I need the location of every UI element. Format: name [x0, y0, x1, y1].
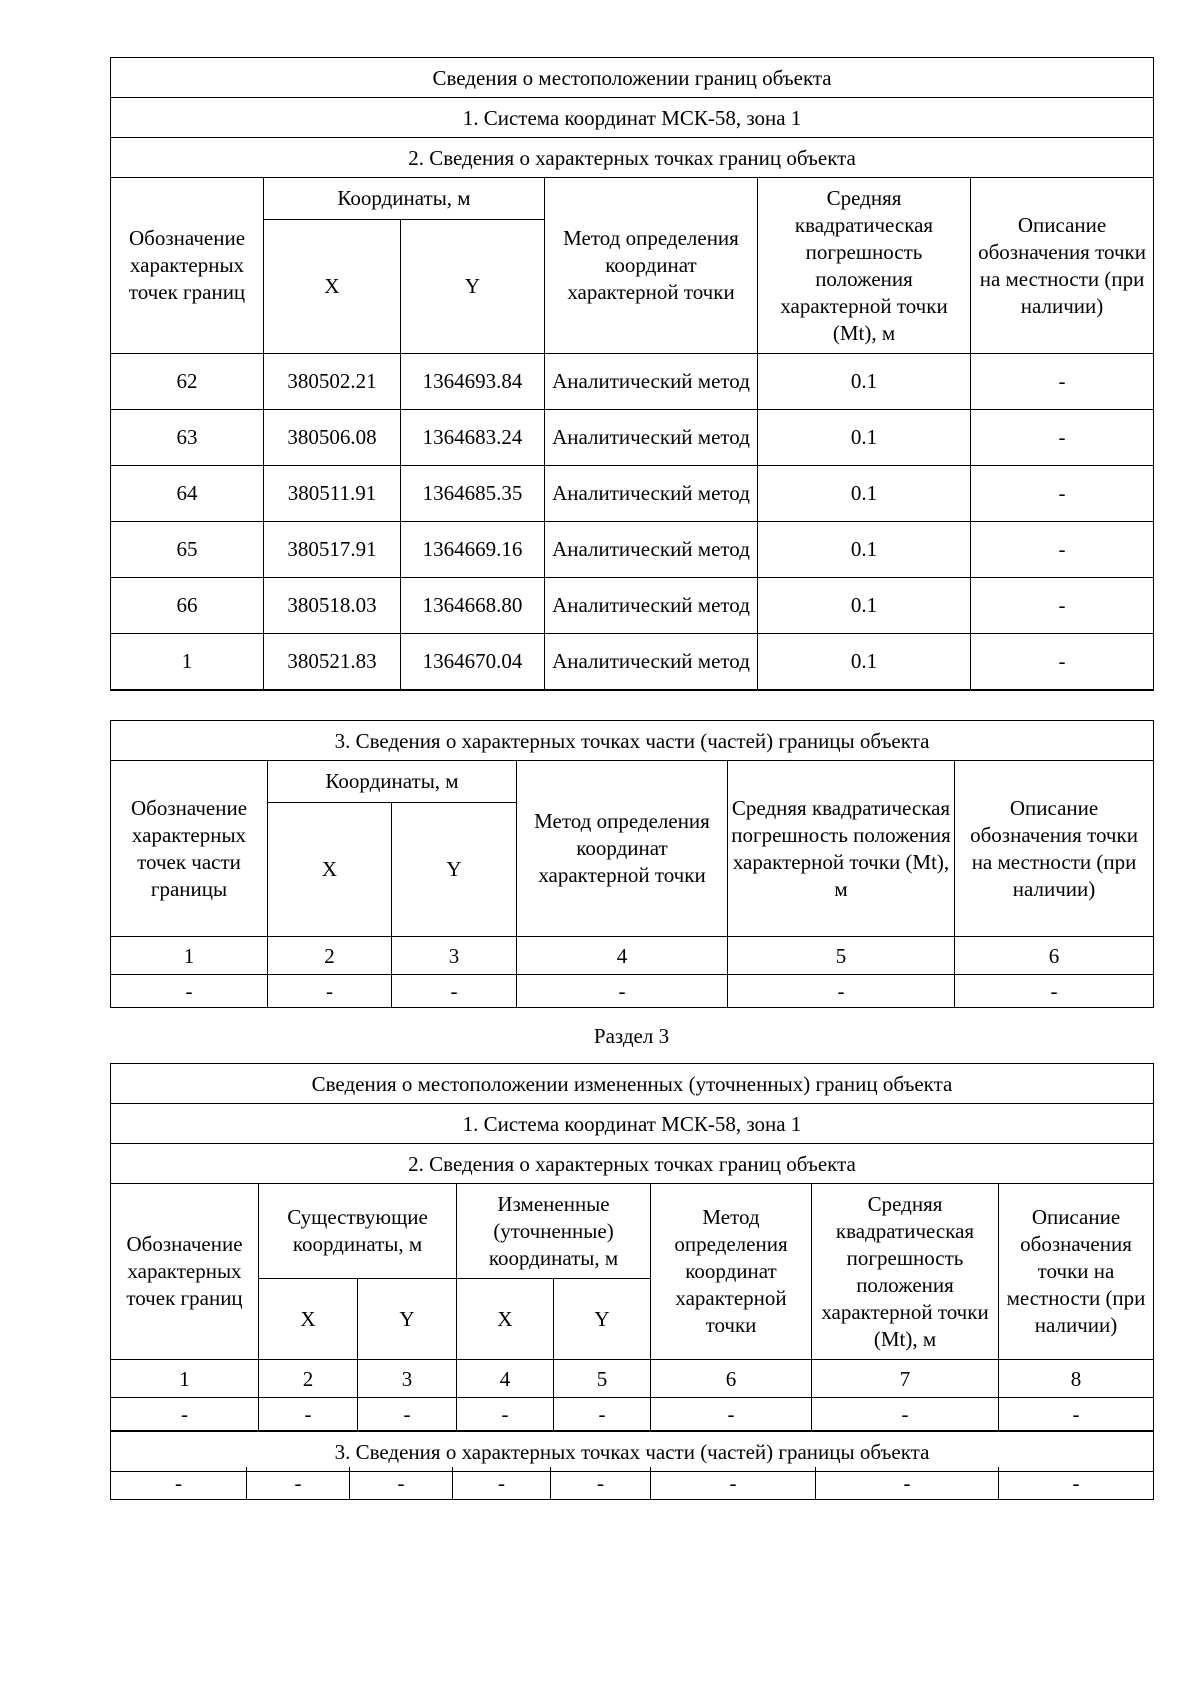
cell-description: -: [971, 578, 1154, 634]
cell-empty: -: [392, 975, 517, 1008]
column-number: 7: [812, 1360, 999, 1398]
header-point: Обозначение характерных точек части границы: [111, 761, 268, 937]
cell-empty: -: [651, 1398, 812, 1432]
table-subtitle: 2. Сведения о характерных точках границ объекта: [111, 138, 1154, 178]
header-method: Метод определения координат характерной точки: [517, 761, 728, 937]
cell-empty: -: [812, 1398, 999, 1432]
cell-empty: -: [816, 1467, 999, 1500]
column-numbers-row: [111, 1360, 1154, 1398]
cell-empty: -: [259, 1398, 358, 1432]
cell-method: Аналитический метод: [545, 578, 758, 634]
cell-empty: -: [554, 1398, 651, 1432]
cell-point: 63: [111, 410, 264, 466]
table-row: [111, 1398, 1154, 1432]
header-x: X: [268, 803, 392, 937]
changed-boundary-parts-row: [110, 1467, 1154, 1500]
cell-x: 380518.03: [264, 578, 401, 634]
table-row: [111, 354, 1154, 410]
cell-y: 1364670.04: [401, 634, 545, 691]
header-method: Метод определения координат характерной точки: [545, 178, 758, 354]
table-row: [111, 522, 1154, 578]
cell-method: Аналитический метод: [545, 466, 758, 522]
cell-empty: -: [999, 1467, 1154, 1500]
column-number: 2: [259, 1360, 358, 1398]
table-row: [111, 975, 1154, 1008]
changed-boundary-table: [110, 1063, 1154, 1472]
boundary-parts-table: [110, 720, 1154, 1008]
cell-error: 0.1: [758, 634, 971, 691]
cell-method: Аналитический метод: [545, 410, 758, 466]
section-title: Раздел 3: [593, 1024, 670, 1048]
cell-empty: -: [268, 975, 392, 1008]
table-row: [111, 1467, 1154, 1500]
column-number: 8: [999, 1360, 1154, 1398]
header-error: Средняя квадратическая погрешность положения характерной точки (Mt), м: [758, 178, 971, 354]
cell-description: -: [971, 634, 1154, 691]
column-number: 5: [554, 1360, 651, 1398]
cell-method: Аналитический метод: [545, 522, 758, 578]
table-title: Сведения о местоположении границ объекта: [111, 58, 1154, 98]
cell-x: 380517.91: [264, 522, 401, 578]
table-row: [111, 466, 1154, 522]
cell-empty: -: [350, 1467, 453, 1500]
cell-description: -: [971, 522, 1154, 578]
column-number: 1: [111, 937, 268, 975]
header-description: Описание обозначения точки на местности (при наличии): [999, 1184, 1154, 1360]
cell-empty: -: [517, 975, 728, 1008]
coordinate-system: 1. Система координат МСК-58, зона 1: [111, 1104, 1154, 1144]
header-y: Y: [401, 220, 545, 354]
column-number: 6: [955, 937, 1154, 975]
cell-description: -: [971, 466, 1154, 522]
cell-y: 1364683.24: [401, 410, 545, 466]
header-method: Метод определения координат характерной точки: [651, 1184, 812, 1360]
cell-empty: -: [111, 1467, 247, 1500]
header-x: X: [457, 1279, 554, 1360]
header-point: Обозначение характерных точек границ: [111, 178, 264, 354]
header-description: Описание обозначения точки на местности (при наличии): [955, 761, 1154, 937]
cell-empty: -: [111, 975, 268, 1008]
header-x: X: [264, 220, 401, 354]
table-row: [111, 578, 1154, 634]
column-numbers-row: [111, 937, 1154, 975]
table-row: [111, 410, 1154, 466]
header-changed-coords: Измененные (уточненные) координаты, м: [457, 1184, 651, 1279]
cell-method: Аналитический метод: [545, 634, 758, 691]
cell-description: -: [971, 410, 1154, 466]
header-y: Y: [554, 1279, 651, 1360]
column-number: 3: [392, 937, 517, 975]
column-number: 3: [358, 1360, 457, 1398]
cell-error: 0.1: [758, 410, 971, 466]
cell-point: 65: [111, 522, 264, 578]
cell-y: 1364693.84: [401, 354, 545, 410]
table-subtitle: 2. Сведения о характерных точках границ объекта: [111, 1144, 1154, 1184]
cell-y: 1364685.35: [401, 466, 545, 522]
cell-x: 380502.21: [264, 354, 401, 410]
cell-x: 380511.91: [264, 466, 401, 522]
header-error: Средняя квадратическая погрешность положения характерной точки (Mt), м: [728, 761, 955, 937]
cell-y: 1364669.16: [401, 522, 545, 578]
cell-empty: -: [453, 1467, 551, 1500]
cell-error: 0.1: [758, 354, 971, 410]
cell-x: 380521.83: [264, 634, 401, 691]
cell-point: 66: [111, 578, 264, 634]
cell-empty: -: [651, 1467, 816, 1500]
cell-point: 64: [111, 466, 264, 522]
cell-point: 1: [111, 634, 264, 691]
header-coords: Координаты, м: [264, 178, 545, 220]
cell-error: 0.1: [758, 578, 971, 634]
cell-empty: -: [358, 1398, 457, 1432]
header-x: X: [259, 1279, 358, 1360]
header-point: Обозначение характерных точек границ: [111, 1184, 259, 1360]
header-description: Описание обозначения точки на местности (при наличии): [971, 178, 1154, 354]
cell-empty: -: [247, 1467, 350, 1500]
table-row: [111, 634, 1154, 691]
column-number: 4: [517, 937, 728, 975]
header-error: Средняя квадратическая погрешность положения характерной точки (Mt), м: [812, 1184, 999, 1360]
boundary-table: [110, 57, 1154, 691]
cell-empty: -: [111, 1398, 259, 1432]
table-title: 3. Сведения о характерных точках части (частей) границы объекта: [111, 721, 1154, 761]
cell-error: 0.1: [758, 466, 971, 522]
cell-empty: -: [551, 1467, 651, 1500]
cell-empty: -: [955, 975, 1154, 1008]
cell-empty: -: [457, 1398, 554, 1432]
cell-x: 380506.08: [264, 410, 401, 466]
header-coords: Координаты, м: [268, 761, 517, 803]
coordinate-system: 1. Система координат МСК-58, зона 1: [111, 98, 1154, 138]
header-existing-coords: Существующие координаты, м: [259, 1184, 457, 1279]
cell-description: -: [971, 354, 1154, 410]
header-y: Y: [392, 803, 517, 937]
cell-method: Аналитический метод: [545, 354, 758, 410]
cell-empty: -: [999, 1398, 1154, 1432]
cell-y: 1364668.80: [401, 578, 545, 634]
column-number: 6: [651, 1360, 812, 1398]
cell-empty: -: [728, 975, 955, 1008]
cell-error: 0.1: [758, 522, 971, 578]
table-title: Сведения о местоположении измененных (уточненных) границ объекта: [111, 1064, 1154, 1104]
header-y: Y: [358, 1279, 457, 1360]
cell-point: 62: [111, 354, 264, 410]
parts-title: 3. Сведения о характерных точках части (частей) границы объекта: [111, 1431, 1154, 1472]
column-number: 1: [111, 1360, 259, 1398]
column-number: 2: [268, 937, 392, 975]
column-number: 5: [728, 937, 955, 975]
column-number: 4: [457, 1360, 554, 1398]
